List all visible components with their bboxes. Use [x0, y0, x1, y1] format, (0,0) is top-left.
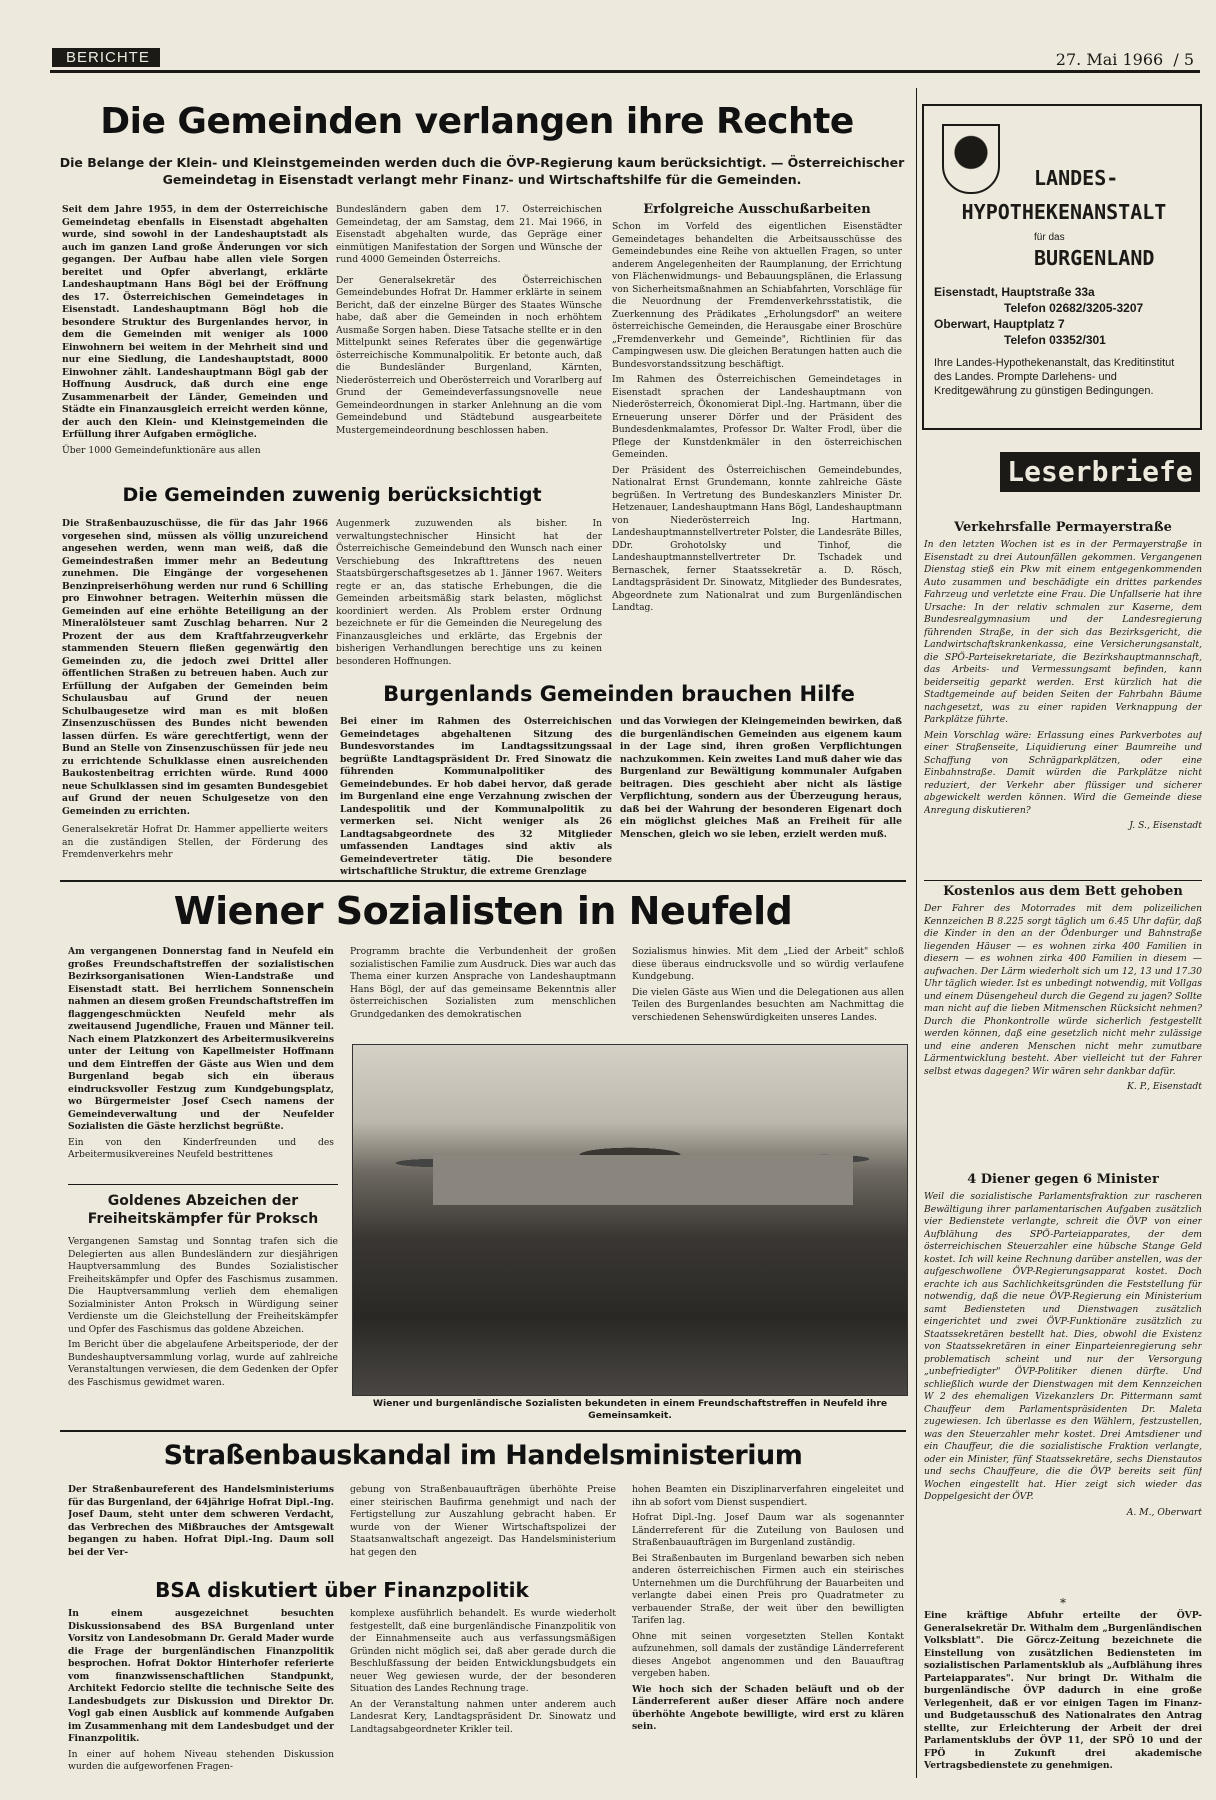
strassenbau-col3b-text: Hofrat Dipl.-Ing. Josef Daum war als sogenannter Länderreferent für die Zuteilung von Baulosen und Straßenbauaufträgen im Burgenland zuständig.	[632, 1512, 904, 1548]
main-col4	[62, 518, 328, 878]
neufeld-col3b-text: Die vielen Gäste aus Wien und die Delegationen aus allen Teilen des Burgenlandes besuchten am Nachmittag die verschiedenen Sehenswürdigkeiten unseres Landes.	[632, 986, 904, 1023]
main-col2b-text: Der Generalsekretär des Österreichischen Gemeindebundes Hofrat Dr. Hammer erklärte in seinem Bericht, daß der einzelne Bürger des Staates Wünsche habe, daß aber die Gemeinden in noch erhöhtem Ausmaße Sorgen haben. Diese Tatsache stellte er in den Mittelpunkt seines Referates über die gegenwärtige österreichische Kommunalpolitik. Er betonte auch, daß die Bundesländer Burgenland, Kärnten, Niederösterreich und Oberösterreich und Vorarlberg auf Grund der Gemeindeverfassungsnovelle neue Gemeindeordnungen in starker Anlehnung an die vom Gemeindebund und Städtebund ausgearbeitete Mustergemeindeordnung beschlossen haben.	[336, 274, 602, 436]
burgenland-col2-text: und das Vorwiegen der Kleingemeinden bewirken, daß die burgenländischen Gemeinden aus eigenem kaum in der Lage sind, ihren großen Verpflichtungen nachzukommen. Kein zweites Land muß daher wie das Burgenland zur Bewältigung kommunaler Aufgaben beitragen. Dies geschieht aber nicht als lästige Verpflichtung, sondern aus der Überzeugung heraus, daß bei der Wahrung der besonderen Eigenart doch ein möglichst gleiches Maß an Freiheit für alle Menschen, gleich wo sie leben, erzielt werden muß.	[620, 716, 902, 840]
letter-2-signature: K. P., Eisenstadt	[1127, 1081, 1202, 1092]
ad-address	[934, 284, 1194, 348]
crowd-photo	[352, 1044, 908, 1396]
abzeichen-headline	[68, 1192, 338, 1228]
abzeichen-headline1: Goldenes Abzeichen der	[107, 1193, 299, 1209]
photo-buildings	[433, 1155, 853, 1205]
burgenland-col1	[340, 716, 612, 880]
burgenland-headline: Burgenlands Gemeinden brauchen Hilfe	[383, 682, 855, 706]
neufeld-headline: Wiener Sozialisten in Neufeld	[173, 889, 793, 933]
bsa-col2	[350, 1608, 616, 1794]
bsa-col1	[68, 1608, 334, 1794]
photo-caption: Wiener und burgenländische Sozialisten bekundeten in einem Freundschaftstreffen in Neufeld ihre Gemeinsamkeit.	[372, 1398, 888, 1421]
ad-tel2: Telefon 03352/301	[1004, 333, 1106, 347]
main-col5	[336, 518, 602, 678]
main-col4-text: Die Straßenbauzuschüsse, die für das Jahr 1966 vorgesehen sind, müssen als völlig unzureichend angesehen werden, wenn man weiß, daß die Gemeindestraßen immer mehr an Bedeutung zunehmen. Die Eingänge der vorgesehenen Benzinpreiserhöhung werden nur rund 6 Schilling pro Einwohner betragen. Weiterhin müssen die Gemeinden auf eine erhöhte Beteiligung an der Mineralölsteuer samt Zuschlag beharren. Nur 2 Prozent der aus dem Kraftfahrzeugverkehr stammenden Steuern fließen gegenwärtig den Gemeinden zu, die jedoch zwei Drittel aller öffentlichen Straßen zu betreuen haben. Auch zur Erfüllung der Aufgaben der Gemeinden beim Schulausbau auf Grund der neuen Schulbaugesetze wird man es mit bloßen Zinsenzuschüssen des Bundes nicht bewenden lassen dürfen. Es wäre gerechtfertigt, wenn der Bund an Stelle von Zinsenzuschüssen für jede neu zu errichtende Schulklasse einen ausreichenden Baukostenbeitrag errichten würde. Rund 4000 neue Schulklassen sind im gesamten Bundesgebiet auf Grund der neuen Schulgesetze von den Gemeinden zu errichten.	[62, 518, 328, 817]
strassenbau-col2	[350, 1484, 616, 1580]
ad-line3: für das	[1034, 232, 1065, 243]
subheading-zuwenig: Die Gemeinden zuwenig berücksichtigt	[122, 484, 542, 506]
main-col3	[612, 202, 902, 642]
letter-2-text: Der Fahrer des Motorrades mit dem polizeilichen Kennzeichen B 8.225 sorgt täglich um 6.45 Uhr dafür, daß die Kinder in den an der Ödenburger und Bahnstraße liegenden Häuser — es wohnen zirka 400 Familien in diesern — es wohnen zirka 400 Familien in diesem — aufwachen. Der Lärm wiederholt sich um 12, 13 und 17.30 Uhr täglich wieder. Ist es unbedingt notwendig, mit Vollgas und einem Düsengeheul durch die Gegend zu jagen? Sollte man nicht auf die lieben Mitmenschen Rücksicht nehmen? Durch die Phonkontrolle würde sicherlich festgestellt werden können, daß eine gesetzlich nicht mehr zulässige und eine anderen Menschen nicht mehr zumutbare Lärmentwicklung besteht. Aber vielleicht tut der Fahrer selbst etwas dagegen? Wir wären sehr dankbar dafür.	[924, 903, 1202, 1077]
strassenbau-col3c-text: Bei Straßenbauten im Burgenland bewarben sich neben anderen österreichischen Firmen auch ein steirisches Unternehmen um die Durchführung der Bauarbeiten und verlangte dabei einen Preis pro Quadratmeter zu verbauender Straße, der weit über den bewilligten Tarifen lag.	[632, 1552, 904, 1626]
ad-line4: BURGENLAND	[1034, 246, 1155, 270]
divider	[924, 880, 1202, 881]
letter-4	[924, 1596, 1202, 1792]
main-col1	[62, 204, 328, 474]
abzeichen-body	[68, 1236, 338, 1426]
divider	[60, 880, 906, 882]
letter-3-text: Weil die sozialistische Parlamentsfraktion zur rascheren Bewältigung ihrer parlamentarischen Aufgaben zusätzlich vier Bedienstete verlangte, schreit die ÖVP von einer Aufblähung des SPÖ-Parteiapparates, der dem österreichischen Steuerzahler eine hübsche Stange Geld kostet. Ich will keine Rechnung darüber anstellen, was der aufgeschwollene ÖVP-Regierungsapparat kostet. Doch erachte ich aus Sachlichkeitsgründen die Feststellung für notwendig, daß die neue ÖVP-Regierung ein Ministerium samt Bediensteten und Dienstwagen zusätzlich eingerichtet und zwei ÖVP-Funktionäre zusätzlich zu Staatssekretären bestellt hat. Dies, obwohl die Existenz von Staatssekretären in einer Einparteienregierung sehr problematisch scheint und nur der Versorgung „unbefriedigter" ÖVP-Politiker dienen dürfte. Und schließlich wurde der Dienstwagen mit dem Kennzeichen W 2 des ehemaligen Vizekanzlers Dr. Pittermann samt Chauffeur dem Parlamentspräsidenten Dr. Maleta zugewiesen. Ich überlasse es den Wählern, festzustellen, was den Steuerzahler mehr kostet. Drei Amtsdiener und ein Chauffeur, die die sozialistische Fraktion verlangte, oder ein Minister, fünf Staatssekretäre, sechs Dienstautos und sechs Chauffeure, die die ÖVP bereits seit fünf Wochen eingestellt hat. Hier zeigt sich wieder das Doppelgesicht der ÖVP.	[924, 1191, 1202, 1502]
neufeld-col2-text: Programm brachte die Verbundenheit der großen sozialistischen Familie zum Ausdruck. Dies war auch das Thema einer kurzen Ansprache von Landeshauptmann Hans Bögl, der auf das gemeinsame Bekenntnis aller österreichischen Sozialisten zum menschlichen Grundgedanken des demokratischen	[350, 946, 616, 1020]
main-col3-head: Erfolgreiche Ausschußarbeiten	[643, 202, 871, 217]
header-rule	[50, 70, 1200, 73]
neufeld-col3	[632, 946, 904, 1046]
ad-line2: HYPOTHEKENANSTALT	[961, 200, 1167, 224]
ad-addr1: Eisenstadt, Hauptstraße 33a	[934, 285, 1095, 299]
letter-1	[924, 520, 1202, 876]
letter-2-head: Kostenlos aus dem Bett gehoben	[943, 884, 1183, 899]
main-col3c-text: Der Präsident des Österreichischen Gemeindebundes, Nationalrat Ernst Grundemann, konnte zahlreiche Gäste begrüßen. In Vertretung des Bundeskanzlers Minister Dr. Hetzenauer, Landeshauptmann Hans Bögl, Landeshauptmann von Niederösterreich Ing. Hartmann, Landeshauptmannstellvertreter Polster, die Landesräte Billes, DDr. Grohotolsky und Tinhof, die Landeshauptmannstellvertreter Dr. Tschadek und Bernaschek, ferner Staatssekretär a. D. Rösch, Landtagspräsident Dr. Sinowatz, Mitglieder des Bundesrates, Abgeordnete zum Nationalrat und zum Burgenländischen Landtag.	[612, 464, 902, 613]
abzeichen-headline2: Freiheitskämpfer für Proksch	[87, 1211, 319, 1227]
letter-1-text2: Mein Vorschlag wäre: Erlassung eines Parkverbotes auf einer Straßenseite, Liquidierung einer Baumreihe und Schaffung von Schrägparkplätzen, oder eine Einbahnstraße. Damit würden die Parkplätze nicht reduziert, der Verkehr aber flüssiger und sicherer abgewickelt werden können. Wird die Gemeinde diese Anregung diskutieren?	[924, 729, 1202, 816]
ad-tel1: Telefon 02682/3205-3207	[1004, 301, 1144, 315]
burgenland-col1-text: Bei einer im Rahmen des Österreichischen Gemeindetages abgehaltenen Sitzung des Bundesvorstandes im Landtagssitzungssaal begrüßte Landtagspräsident Dr. Fred Sinowatz die führenden Kommunalpolitiker des Gemeindebundes. Er hob dabei hervor, daß gerade im Burgenland eine enge Verzahnung zwischen der Landespolitik und der Kommunalpolitik zu vermerken sei. Nicht weniger als 26 Landtagsabgeordnete des 32 Mitglieder umfassenden Landtages sind aktiv als Gemeindevertreter tätig. Die besondere wirtschaftliche Struktur, die extreme Grenzlage	[340, 716, 612, 877]
ad-text: Ihre Landes-Hypothekenanstalt, das Kreditinstitut des Landes. Prompte Darlehens- und Kreditgewährung zu günstigen Bedingungen.	[934, 357, 1175, 397]
neufeld-col3-text: Sozialismus hinwies. Mit dem „Lied der Arbeit" schloß diese überaus eindrucksvolle und so würdig verlaufene Kundgebung.	[632, 946, 904, 982]
abzeichen-text: Vergangenen Samstag und Sonntag trafen sich die Delegierten aus allen Bundesländern zur diesjährigen Hauptversammlung des Bundes Sozialistischer Freiheitskämpfer und Opfer des Faschismus zusammen. Die Hauptversammlung verlieh dem ehemaligen Sozialminister Anton Proksch in Würdigung seiner Verdienste um die Gleichstellung der Freiheitskämpfer und Opfer des Faschismus das goldene Abzeichen.	[68, 1236, 338, 1335]
main-subheadline: Die Belange der Klein- und Kleinstgemeinden werden duch die ÖVP-Regierung kaum berücksichtigt. — Österreichischer Gemeindetag in Eisenstadt verlangt mehr Finanz- und Wirtschaftshilfe für die Gemeinden.	[59, 155, 905, 187]
neufeld-col1	[68, 946, 334, 1176]
divider	[916, 88, 917, 1778]
burgenland-col2	[620, 716, 902, 880]
separator-star: *	[1060, 1596, 1066, 1610]
strassenbau-col2-text: gebung von Straßenbauaufträgen überhöhte Preise einer steirischen Baufirma genehmigt und nach der Fertigstellung zur Auszahlung gebracht haben. Er wurde von der Wiener Wirtschaftspolizei der Staatsanwaltschaft angezeigt. Das Handelsministerium hat gegen den	[350, 1484, 616, 1558]
strassenbau-col3	[632, 1484, 904, 1794]
bsa-headline: BSA diskutiert über Finanzpolitik	[155, 1578, 529, 1602]
main-col4b-text: Generalsekretär Hofrat Dr. Hammer appellierte weiters an die zuständigen Stellen, der Förderung des Fremdenverkehrs mehr	[62, 824, 328, 860]
bsa-col1-text: In einem ausgezeichnet besuchten Diskussionsabend des BSA Burgenland unter Vorsitz von Landesobmann Dr. Gerald Mader wurde die Frage der burgenländischen Finanzpolitik besprochen. Hofrat Doktor Hinterhofer referierte vom finanzwissenschaftlichen Standpunkt, Architekt Fedorcio stellte die technische Seite des Landesbudgets zur Diskussion und Direktor Dr. Vogl gab einen Ausblick auf kommende Aufgaben im Zusammenhang mit dem Landesbudget und der Finanzpolitik.	[68, 1608, 334, 1744]
leserbriefe-title: Leserbriefe	[1000, 452, 1200, 492]
letter-1-signature: J. S., Eisenstadt	[1129, 820, 1202, 831]
main-col2a-text: Bundesländern gaben dem 17. Österreichischen Gemeindetag, der am Samstag, dem 21. Mai 1966, in Eisenstadt abgehalten wurde, das Gepräge einer einmütigen Manifestation der Sorgen und Wünsche der rund 4000 Gemeinden Österreichs.	[336, 204, 602, 265]
bsa-col2b-text: An der Veranstaltung nahmen unter anderem auch Landesrat Kery, Landtagspräsident Dr. Sinowatz und Landtagsabgeordneter Krikler teil.	[350, 1698, 616, 1735]
ad-line1: LANDES-	[1034, 166, 1119, 190]
main-headline: Die Gemeinden verlangen ihre Rechte	[100, 101, 854, 142]
page-number: / 5	[1173, 50, 1194, 69]
main-col3b-text: Im Rahmen des Österreichischen Gemeindetages in Eisenstadt sprachen der Landeshauptmann von Niederösterreich, Ökonomierat Dipl.-Ing. Hartmann, über die Erneuerung unserer Dörfer und der Präsident des Bundesdenkmalamtes, Professor Dr. Walter Frodl, über die Pflege der Kunstdenkmäler in den österreichischen Gemeinden.	[612, 374, 902, 460]
neufeld-col2	[350, 946, 616, 1046]
neufeld-col1-text: Am vergangenen Donnerstag fand in Neufeld ein großes Freundschaftstreffen der sozialistischen Bezirksorganisationen Wien-Landstraße und Eisenstadt statt. Bei herrlichem Sonnenschein nahmen an diesem großen Freundschaftstreffen im flaggengeschmückten Neufeld mehr als zweitausend Jugendliche, Frauen und Männer teil. Nach einem Platzkonzert des Arbeitermusikvereins unter der Leitung von Kapellmeister Hoffmann und dem Eintreffen der Gäste aus Wien und dem Burgenland begab sich ein überaus eindrucksvoller Festzug zum Kundgebungsplatz, wo Bürgermeister Josef Csech namens der Gemeindeverwaltung und der Neufelder Sozialisten die Gäste herzlichst begrüßte.	[68, 946, 334, 1132]
letter-2	[924, 884, 1202, 1172]
letter-1-head: Verkehrsfalle Permayerstraße	[954, 520, 1172, 535]
bank-advertisement[interactable]	[922, 104, 1202, 430]
strassenbau-col3e-text: Wie hoch sich der Schaden beläuft und ob der Länderreferent außer dieser Affäre noch andere überhöhte Angebote bewilligte, wird erst zu klären sein.	[632, 1683, 904, 1732]
section-label: BERICHTE	[52, 48, 160, 67]
strassenbau-col1	[68, 1484, 334, 1580]
neufeld-col1b-text: Ein von den Kinderfreunden und des Arbeitermusikvereines Neufeld bestrittenes	[68, 1136, 334, 1160]
strassenbau-col3-text: hohen Beamten ein Disziplinarverfahren eingeleitet und ihn ab sofort vom Dienst suspendiert.	[632, 1484, 904, 1508]
divider	[60, 1430, 906, 1432]
main-col1-tail: Über 1000 Gemeindefunktionäre aus allen	[62, 444, 261, 456]
letter-3	[924, 1172, 1202, 1596]
letter-3-signature: A. M., Oberwart	[1126, 1506, 1202, 1518]
main-col5-text: Augenmerk zuzuwenden als bisher. In verwaltungstechnischer Hinsicht hat der Österreichische Gemeindebund den Wunsch nach einer Verschiebung des Inkrafttretens des neuen Staatsbürgerschaftsgesetzes ab 1. Jänner 1967. Weiters regte er an, das statische Erhebungen, die die Gemeinden arbeitsmäßig stark belasten, möglichst koordiniert werden. Als Problem erster Ordnung bezeichnete er für die Gemeinden die Neuregelung des Finanzausgleiches und erklärte, das Ergebnis der bisherigen Verhandlungen berechtige uns zu keinen besonderen Hoffnungen.	[336, 518, 602, 667]
bsa-col1b-text: In einer auf hohem Niveau stehenden Diskussion wurden die aufgeworfenen Fragen-	[68, 1748, 334, 1772]
bsa-col2-text: komplexe ausführlich behandelt. Es wurde wiederholt festgestellt, daß eine burgenländische Finanzpolitik von der Einnahmenseite auch aus verfassungsmäßigen Gründen nicht möglich sei, daß aber gerade durch die Beschlußfassung der beiden Entwicklungsbudgets ein neuer Weg gewiesen wurde, der der besonderen Situation des Landes Rechnung trage.	[350, 1608, 616, 1694]
divider	[68, 1184, 338, 1185]
letter-1-text: In den letzten Wochen ist es in der Permayerstraße in Eisenstadt zu drei Autounfällen gekommen. Vergangenen Dienstag stieß ein Pkw mit einem entgegenkommenden Auto zusammen und beschädigte ein drittes parkendes Fahrzeug und verletzte eine Frau. Die Unfallserie hat ihre Ursache: In der relativ schmalen zur Kaserne, dem Bundesrealgymnasium und der Landesregierung führenden Straße, in der sich das Bezirksgericht, die Landwirtschaftskrankenkassa, eine Versicherungsanstalt, die SPÖ-Parteisekretariate, die Bezirkshauptmannschaft, das Arbeits- und Vermessungsamt befinden, kann beiderseitig geparkt werden. Erst kürzlich hat die Stadtgemeinde auf beiden Seiten der Fahrbahn Bäume nachgesetzt, was zu einer rapiden Verknappung der Parkplätze führte.	[924, 539, 1202, 725]
coat-of-arms-icon	[942, 124, 1000, 194]
main-col2	[336, 204, 602, 474]
date-text: 27. Mai 1966	[1055, 50, 1164, 69]
main-col3-text: Schon im Vorfeld des eigentlichen Eisenstädter Gemeindetages behandelten die Arbeitsausschüsse des Gemeindebundes eine Reihe von aktuellen Fragen, so unter anderem Angelegenheiten der Raumplanung, der Errichtung von Flächenwidmungs- und Bebauungsplänen, die Erlassung von Sicherheitsmaßnahmen an Schiabfahrten, Vorschläge für die Neuordnung der Fremdenverkehrsstatistik, die Zuerkennung des Prädikates „Erholungsdorf" an weitere österreichische Gemeinden, die Herausgabe einer Broschüre „Fremdenverkehr und Gemeinde", Richtlinien für das Campingwesen usw. Die gleichen Beratungen hatten auch die Bundesvorstandssitzung beschäftigt.	[612, 221, 902, 370]
letter-4-text: Eine kräftige Abfuhr erteilte der ÖVP-Generalsekretär Dr. Withalm dem „Burgenländischen Volksblatt". Die Görcz-Zeitung bezeichnete die Einstellung von zusätzlichen Bediensteten im sozialistischen Parlamentsklub als „Aufblähung ihres Parteiapparates". Nur bringt Dr. Withalm die burgenländische ÖVP dadurch in eine große Verlegenheit, daß er vor einigen Tagen im Finanz- und Budgetausschuß des Nationalrates den Antrag stellte, zur Erleichterung der Arbeit der drei Parlamentsklubs der ÖVP 11, der SPÖ 10 und der FPÖ in Zukunft drei akademische Vertragsbedienstete zu genehmigen.	[924, 1610, 1202, 1771]
abzeichen-text2: Im Bericht über die abgelaufene Arbeitsperiode, der der Bundeshauptversammlung vorlag, wurde auf zahlreiche Veranstaltungen verwiesen, die dem Gedenken der Opfer des Faschismus gewidmet waren.	[68, 1339, 338, 1388]
strassenbau-col1-text: Der Straßenbaureferent des Handelsministeriums für das Burgenland, der 64jährige Hofrat Dipl.-Ing. Josef Daum, steht unter dem schweren Verdacht, das Verbrechen des Mißbrauches der Amtsgewalt begangen zu haben. Hofrat Dipl.-Ing. Daum soll bei der Ver-	[68, 1484, 334, 1558]
strassenbau-headline: Straßenbauskandal im Handelsministerium	[163, 1440, 803, 1471]
issue-date	[1056, 50, 1194, 69]
ad-addr2: Oberwart, Hauptplatz 7	[934, 317, 1065, 331]
main-col1-text: Seit dem Jahre 1955, in dem der Österreichische Gemeindetag ebenfalls in Eisenstadt abgehalten wurde, sind sowohl in der Landeshauptstadt als auch im ganzen Land große Änderungen vor sich gegangen. Der Aufbau habe allen viele Sorgen bereitet und Opfer abverlangt, erklärte Landeshauptmann Hans Bögl bei der Eröffnung des 17. Österreichischen Gemeindetages in Eisenstadt. Landeshauptmann Bögl hob die besondere Struktur des Burgenlandes hervor, in dem die Gemeinden mit weniger als 1000 Einwohnern bei weitem in der Mehrheit sind und nur eine Siedlung, die Landeshauptstadt, 8000 Einwohner zählt. Landeshauptmann Bögl gab der Hoffnung Ausdruck, daß durch eine enge Zusammenarbeit der Länder, Gemeinden und Städte ein Finanzausgleich erreicht werden könne, der auch den Klein- und Kleinstgemeinden die Erfüllung ihrer Aufgaben ermögliche.	[62, 204, 328, 440]
strassenbau-col3d-text: Ohne mit seinen vorgesetzten Stellen Kontakt aufzunehmen, soll damals der zuständige Länderreferent dieses Angebot angenommen und den Bauauftrag vergeben haben.	[632, 1630, 904, 1679]
letter-3-head: 4 Diener gegen 6 Minister	[967, 1172, 1159, 1187]
